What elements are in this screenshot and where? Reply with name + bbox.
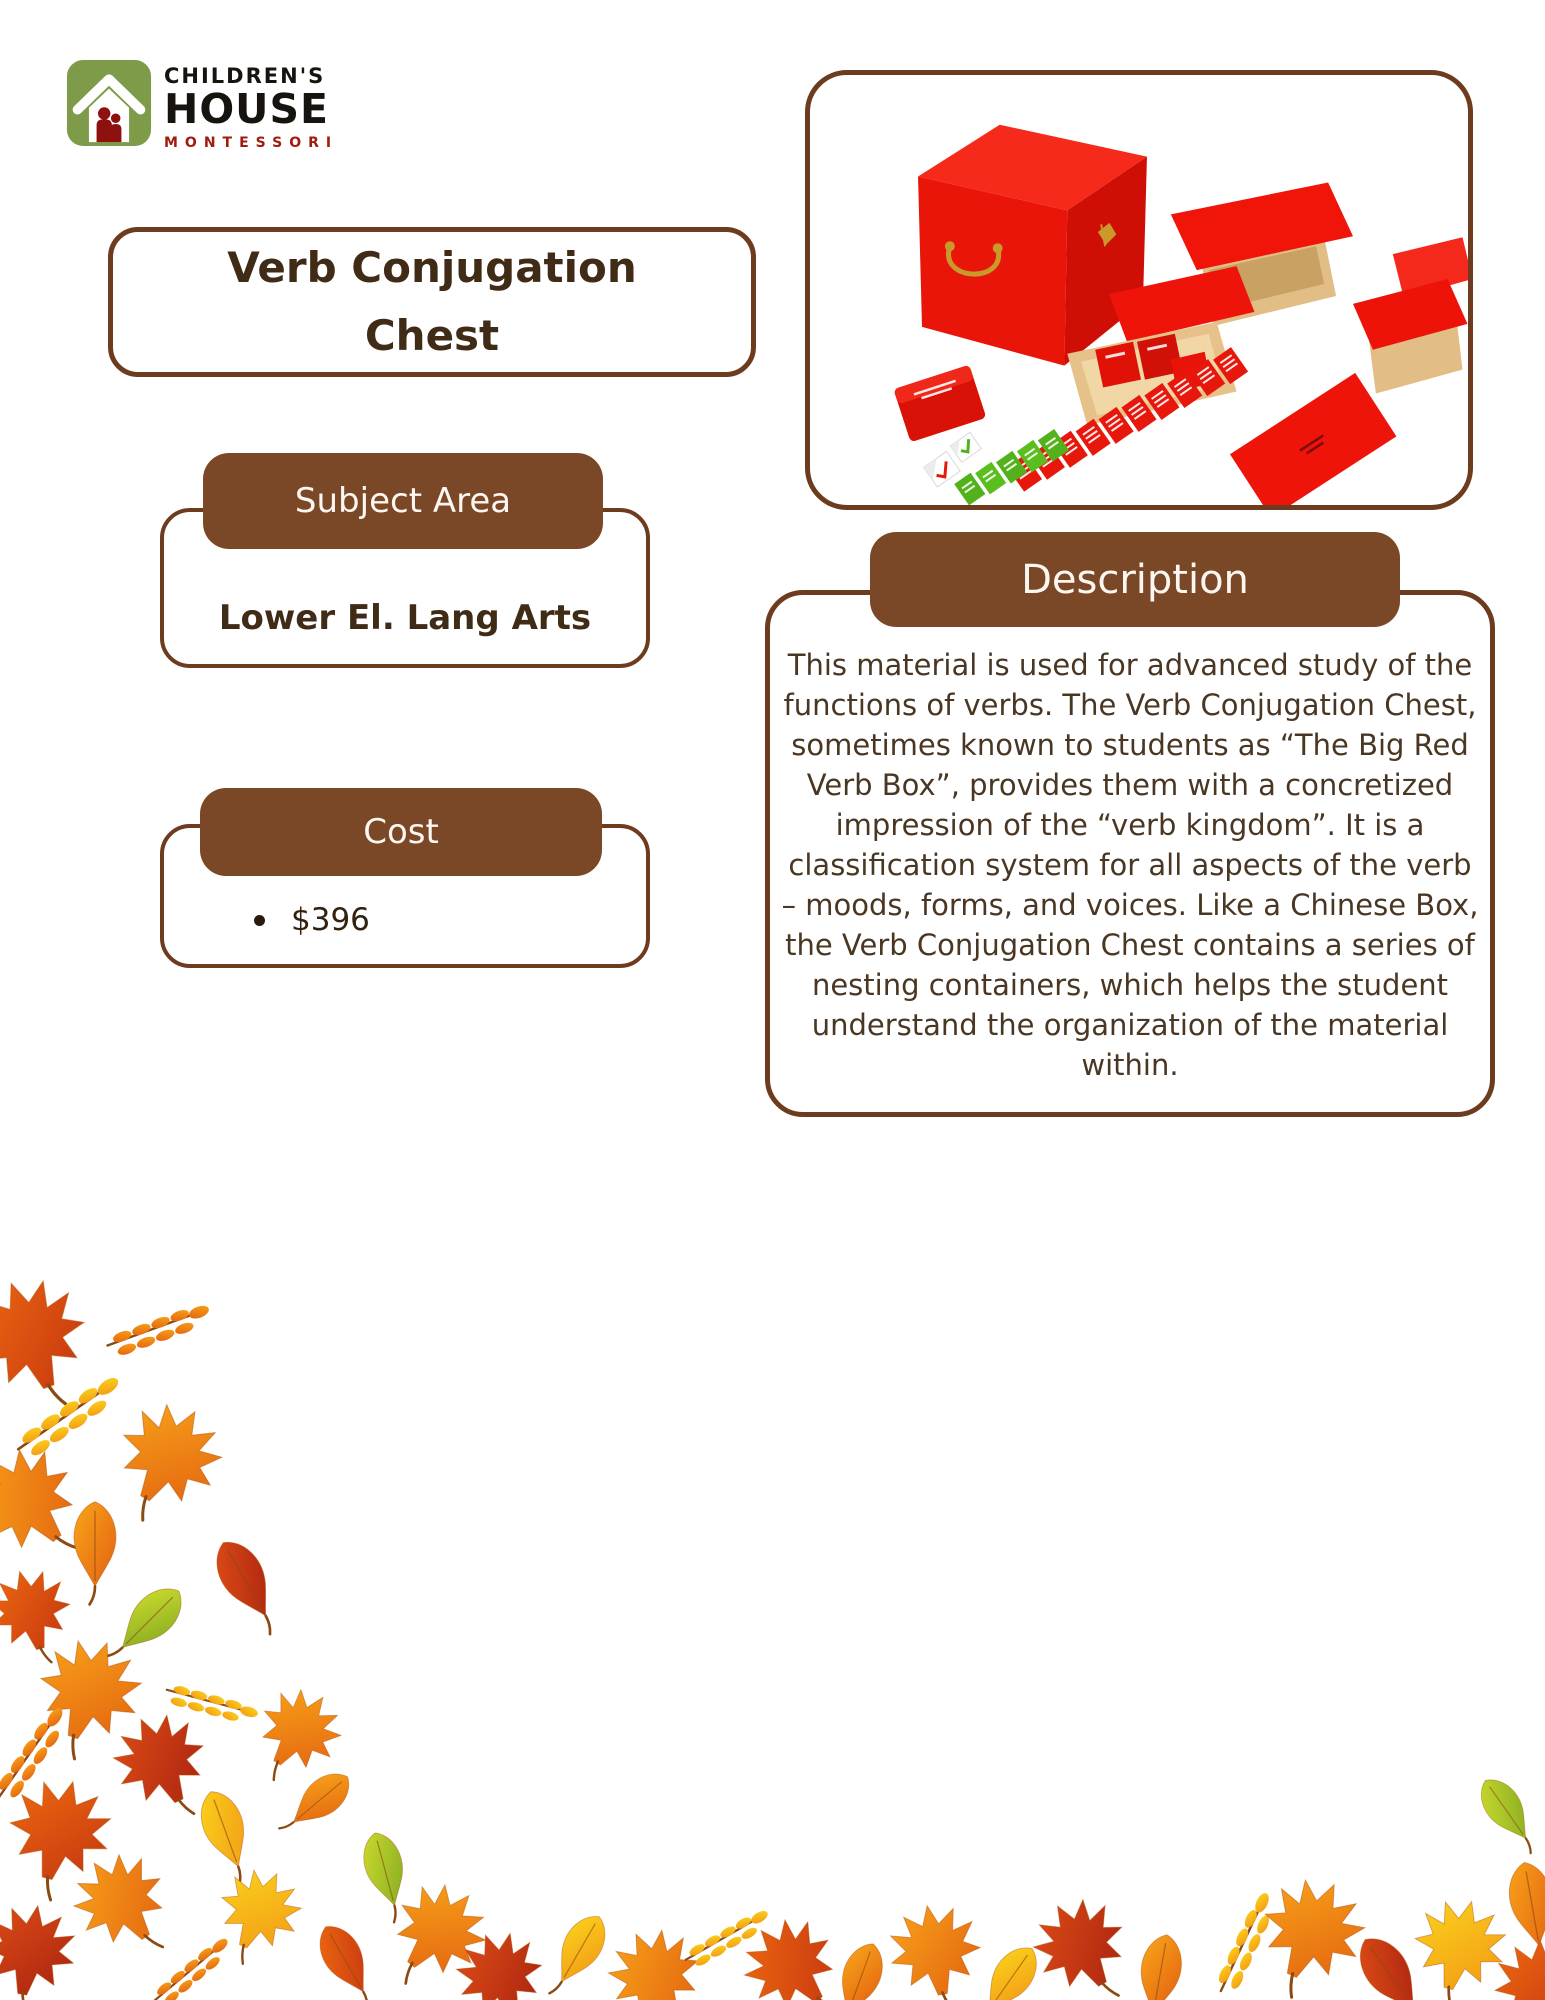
right-boxes [1353, 237, 1468, 393]
big-red-chest [918, 125, 1147, 366]
house-with-family-icon [66, 58, 152, 148]
description-heading: Description [1021, 556, 1249, 603]
logo-line-montessori: MONTESSORI [164, 135, 339, 151]
logo-text [164, 58, 338, 150]
cost-item [254, 902, 370, 938]
cost-heading: Cost [363, 812, 439, 852]
red-envelope [1230, 373, 1396, 505]
subject-area-header [203, 453, 603, 549]
cost-value: $396 [291, 902, 370, 938]
subject-area-value: Lower El. Lang Arts [218, 598, 592, 638]
logo [66, 58, 338, 150]
description-box [765, 590, 1495, 1117]
logo-line-childrens: CHILDREN'S [164, 64, 326, 88]
verb-conjugation-chest-photo [810, 75, 1468, 505]
subject-area-heading: Subject Area [294, 481, 512, 521]
title-box [108, 227, 756, 377]
cost-header [200, 788, 602, 876]
description-header [870, 532, 1400, 627]
product-image-box [805, 70, 1473, 510]
logo-line-house: HOUSE [164, 85, 329, 133]
description-body: This material is used for advanced study of the functions of verbs. The Verb Conjugation Chest, sometimes known to students as “The Big Red Verb Box”, provides them with a concretized impression of the “verb kingdom”. It is a classification system for all aspects of the verb – moods, forms, and voices. Like a Chinese Box, the Verb Conjugation Chest contains a series of nesting containers, which helps the student understand the organization of the material within. [781, 648, 1479, 1082]
red-deck-box [893, 365, 986, 443]
bullet-icon [254, 915, 265, 926]
autumn-leaves-decoration [0, 1280, 1545, 2000]
page-title: Verb Conjugation Chest [227, 243, 637, 360]
